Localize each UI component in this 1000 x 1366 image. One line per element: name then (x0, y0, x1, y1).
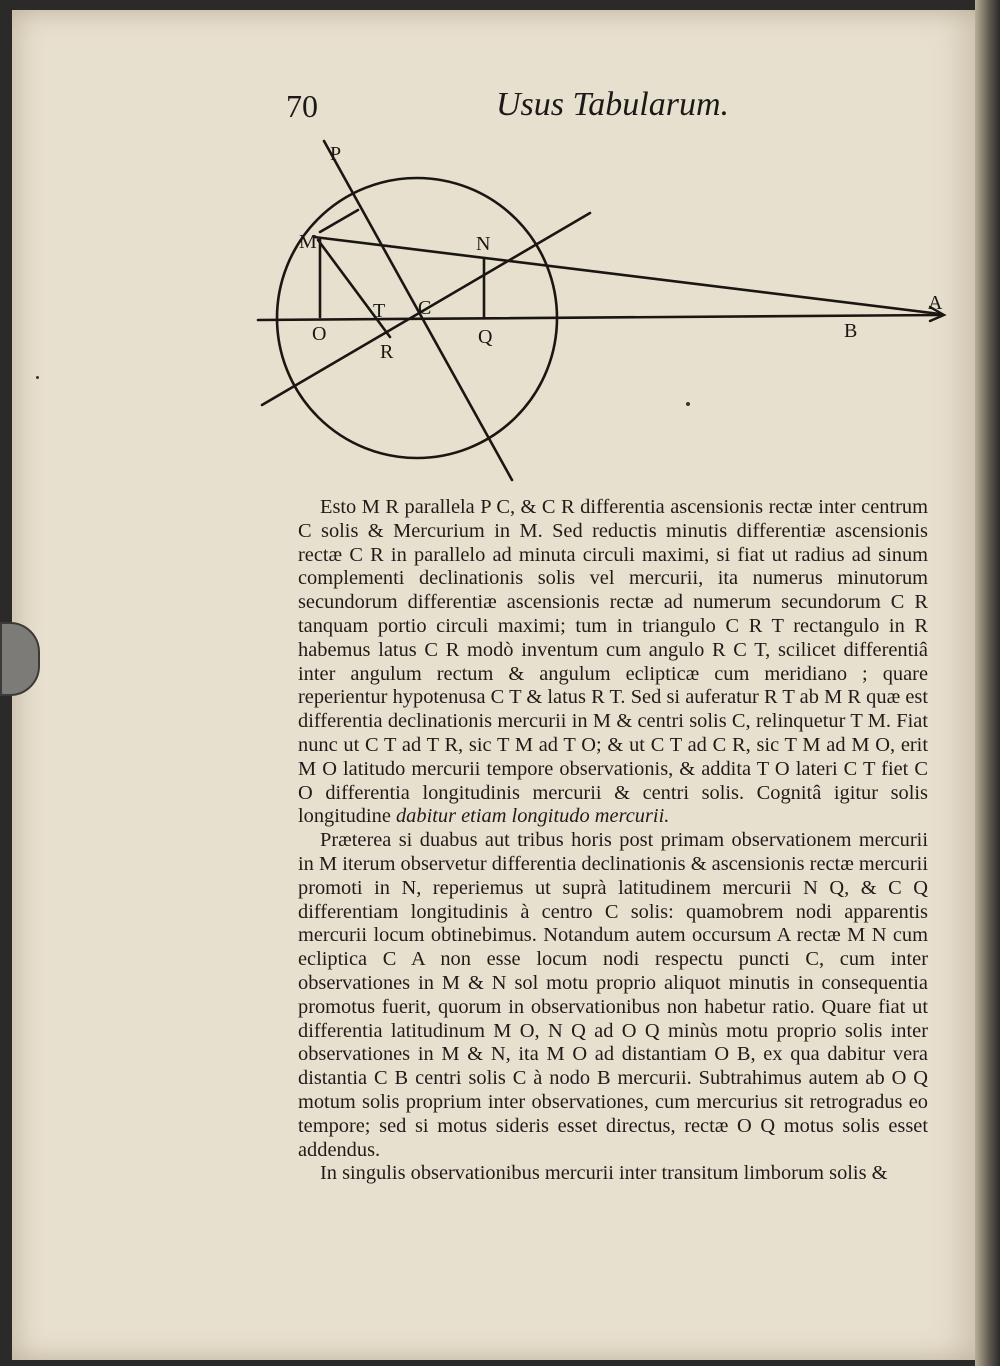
label-q: Q (478, 326, 493, 348)
paragraph-2: Præterea si duabus aut tribus horis post primam observationem mercurii in M iterum observetur differentia declinationis & ascensionis rectæ mercurii promoti in N, reperiemus ut suprà latitudinem mercurii N Q, & C Q differentiam longitudinis à centro C solis: quamobrem nodi apparentis mercurii locum obtinebimus. Notandum autem occursum A rectæ M N cum ecliptica C A non esse locum nodi respectu puncti C, cum inter observationes in M & N sol motu proprio aliquot minutis in consequentia promotus fuerit, quorum in observationibus non habetur ratio. Quare fiat ut differentia latitudinum M O, N Q ad O Q minùs motu proprio solis inter observationes in M & N, ita M O ad distantiam O B, ex qua dabitur vera distantia C B centri solis C à nodo B mercurii. Subtrahimus autem ab O Q motum solis proprium inter observationes, cum mercurius sit retrogradus eo tempore; sed si motus sideris esset directus, rectæ O Q motus solis esset addendus. (298, 829, 928, 1161)
paragraph-1-main: Esto M R parallela P C, & C R differentia ascensionis rectæ inter centrum C solis & Mercurium in M. Sed reductis minutis differentiæ ascensionis rectæ C R in parallelo ad minuta circuli maximi, si fiat ut radius ad sinum complementi declinationis solis vel mercurii, ita numerus minutorum secundorum differentiæ ascensionis rectæ ad numerum secundorum C R tanquam portio circuli maximi; tum in triangulo C R T rectangulo in R habemus latus C R modò inventum cum angulo R C T, scilicet differentiâ inter angulum rectum & angulum eclipticæ cum meridiano ; quare reperientur hypotenusa C T & latus R T. Sed si auferatur R T ab M R quæ est differentia declinationis mercurii in M & centri solis C, relinquetur T M. Fiat nunc ut C T ad T R, sic T M ad T O; & ut C T ad C R, sic T M ad M O, erit M O latitudo mercurii tempore observationis, & addita T O lateri C T fiet C O differentia longitudinis mercurii & centri solis. Cognitâ igitur solis longitudine (298, 496, 928, 828)
page-number: 70 (286, 88, 318, 124)
running-title: Usus Tabularum. (496, 86, 730, 123)
line-mr (318, 240, 390, 337)
label-r: R (380, 341, 394, 363)
ink-speck (686, 402, 690, 406)
ecliptic-line (258, 315, 942, 320)
paragraph-3: In singulis observationibus mercurii inter transitum limborum solis & (320, 1162, 888, 1185)
label-t: T (373, 300, 386, 322)
line-ma (314, 237, 940, 314)
paragraph-1-end: dabitur etiam longitudo mercurii. (395, 805, 670, 828)
label-p: P (330, 143, 342, 165)
ink-speck (36, 376, 39, 379)
label-o: O (312, 323, 327, 345)
label-c: C (418, 297, 432, 319)
label-b: B (844, 320, 858, 342)
paragraph-1 (298, 496, 928, 829)
label-m: M (299, 231, 317, 253)
body-text (298, 496, 928, 1186)
label-n: N (476, 233, 491, 255)
label-a: A (928, 292, 943, 314)
